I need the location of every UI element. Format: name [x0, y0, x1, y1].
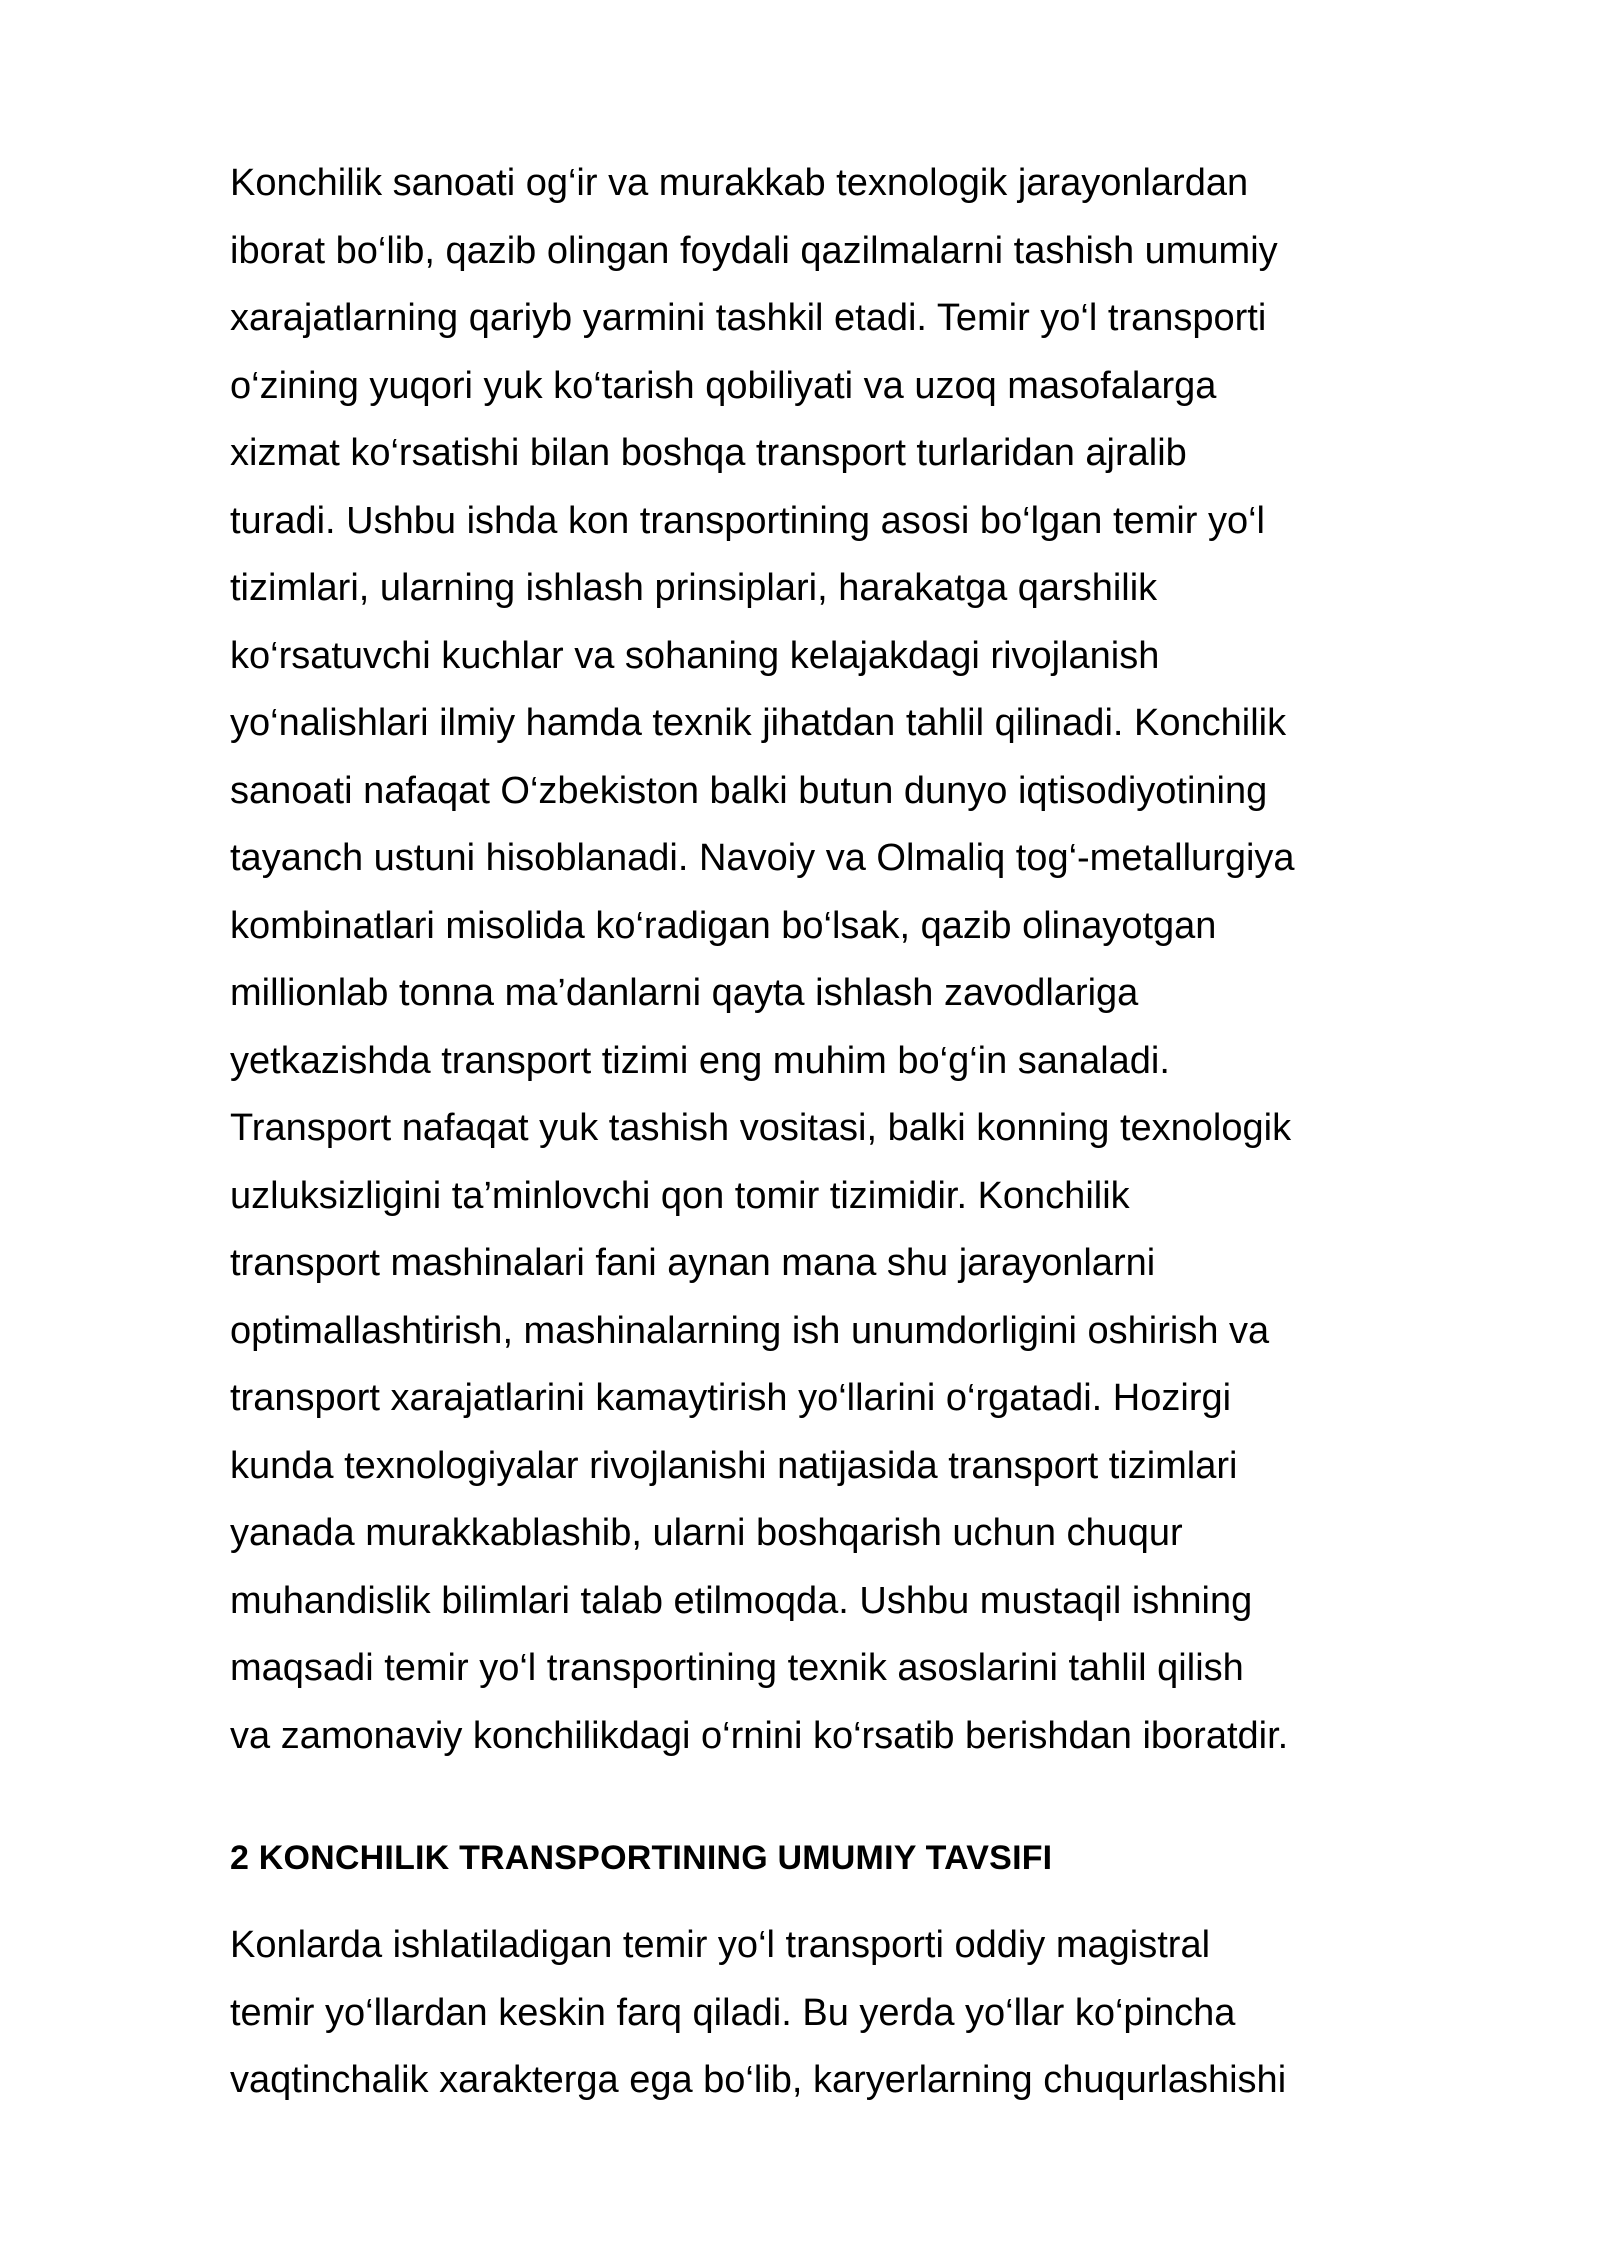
paragraph-line: kunda texnologiyalar rivojlanishi natijasida transport tizimlari	[230, 1444, 1238, 1487]
paragraph-line: transport mashinalari fani aynan mana shu jarayonlarni	[230, 1242, 1156, 1284]
paragraph-line: tayanch ustuni hisoblanadi. Navoiy va Olmaliq tog‘-metallurgiya	[230, 837, 1295, 879]
paragraph-line: Transport nafaqat yuk tashish vositasi, balki konning texnologik	[230, 1107, 1292, 1149]
paragraph-line: o‘zining yuqori yuk ko‘tarish qobiliyati va uzoq masofalarga	[230, 364, 1217, 407]
paragraph-line: iborat bo‘lib, qazib olingan foydali qazilmalarni tashish umumiy	[230, 229, 1278, 272]
paragraph-line: yetkazishda transport tizimi eng muhim bo‘g‘in sanaladi.	[230, 1039, 1170, 1082]
section-heading: 2 KONCHILIK TRANSPORTINING UMUMIY TAVSIFI	[230, 1839, 1053, 1877]
paragraph-line: muhandislik bilimlari talab etilmoqda. Ushbu mustaqil ishning	[230, 1579, 1253, 1622]
paragraph-line: Konchilik sanoati og‘ir va murakkab texnologik jarayonlardan	[230, 162, 1249, 204]
section-paragraph	[230, 1912, 1570, 2115]
paragraph-line: ko‘rsatuvchi kuchlar va sohaning kelajakdagi rivojlanish	[230, 634, 1160, 677]
paragraph-line: va zamonaviy konchilikdagi o‘rnini ko‘rsatib berishdan iboratdir.	[230, 1714, 1289, 1757]
intro-paragraph	[230, 150, 1570, 1770]
paragraph-line: turadi. Ushbu ishda kon transportining asosi bo‘lgan temir yo‘l	[230, 499, 1265, 542]
paragraph-line: uzluksizligini ta’minlovchi qon tomir tizimidir. Konchilik	[230, 1174, 1130, 1217]
paragraph-line: tizimlari, ularning ishlash prinsiplari, harakatga qarshilik	[230, 567, 1158, 609]
paragraph-line: yo‘nalishlari ilmiy hamda texnik jihatdan tahlil qilinadi. Konchilik	[230, 702, 1287, 744]
paragraph-line: millionlab tonna ma’danlarni qayta ishlash zavodlariga	[230, 972, 1139, 1014]
paragraph-line: kombinatlari misolida ko‘radigan bo‘lsak, qazib olinayotgan	[230, 904, 1217, 947]
paragraph-line: xizmat ko‘rsatishi bilan boshqa transport turlaridan ajralib	[230, 432, 1187, 474]
paragraph-line: temir yo‘llardan keskin farq qiladi. Bu yerda yo‘llar ko‘pincha	[230, 1991, 1236, 2034]
paragraph-line: transport xarajatlarini kamaytirish yo‘llarini o‘rgatadi. Hozirgi	[230, 1377, 1232, 1419]
paragraph-line: maqsadi temir yo‘l transportining texnik asoslarini tahlil qilish	[230, 1647, 1244, 1689]
paragraph-line: Konlarda ishlatiladigan temir yo‘l transporti oddiy magistral	[230, 1924, 1211, 1966]
paragraph-line: vaqtinchalik xarakterga ega bo‘lib, karyerlarning chuqurlashishi	[230, 2059, 1287, 2101]
paragraph-line: optimallashtirish, mashinalarning ish unumdorligini oshirish va	[230, 1309, 1270, 1352]
paragraph-line: yanada murakkablashib, ularni boshqarish uchun chuqur	[230, 1512, 1183, 1554]
paragraph-line: sanoati nafaqat O‘zbekiston balki butun dunyo iqtisodiyotining	[230, 769, 1268, 812]
paragraph-line: xarajatlarning qariyb yarmini tashkil etadi. Temir yo‘l transporti	[230, 297, 1267, 339]
